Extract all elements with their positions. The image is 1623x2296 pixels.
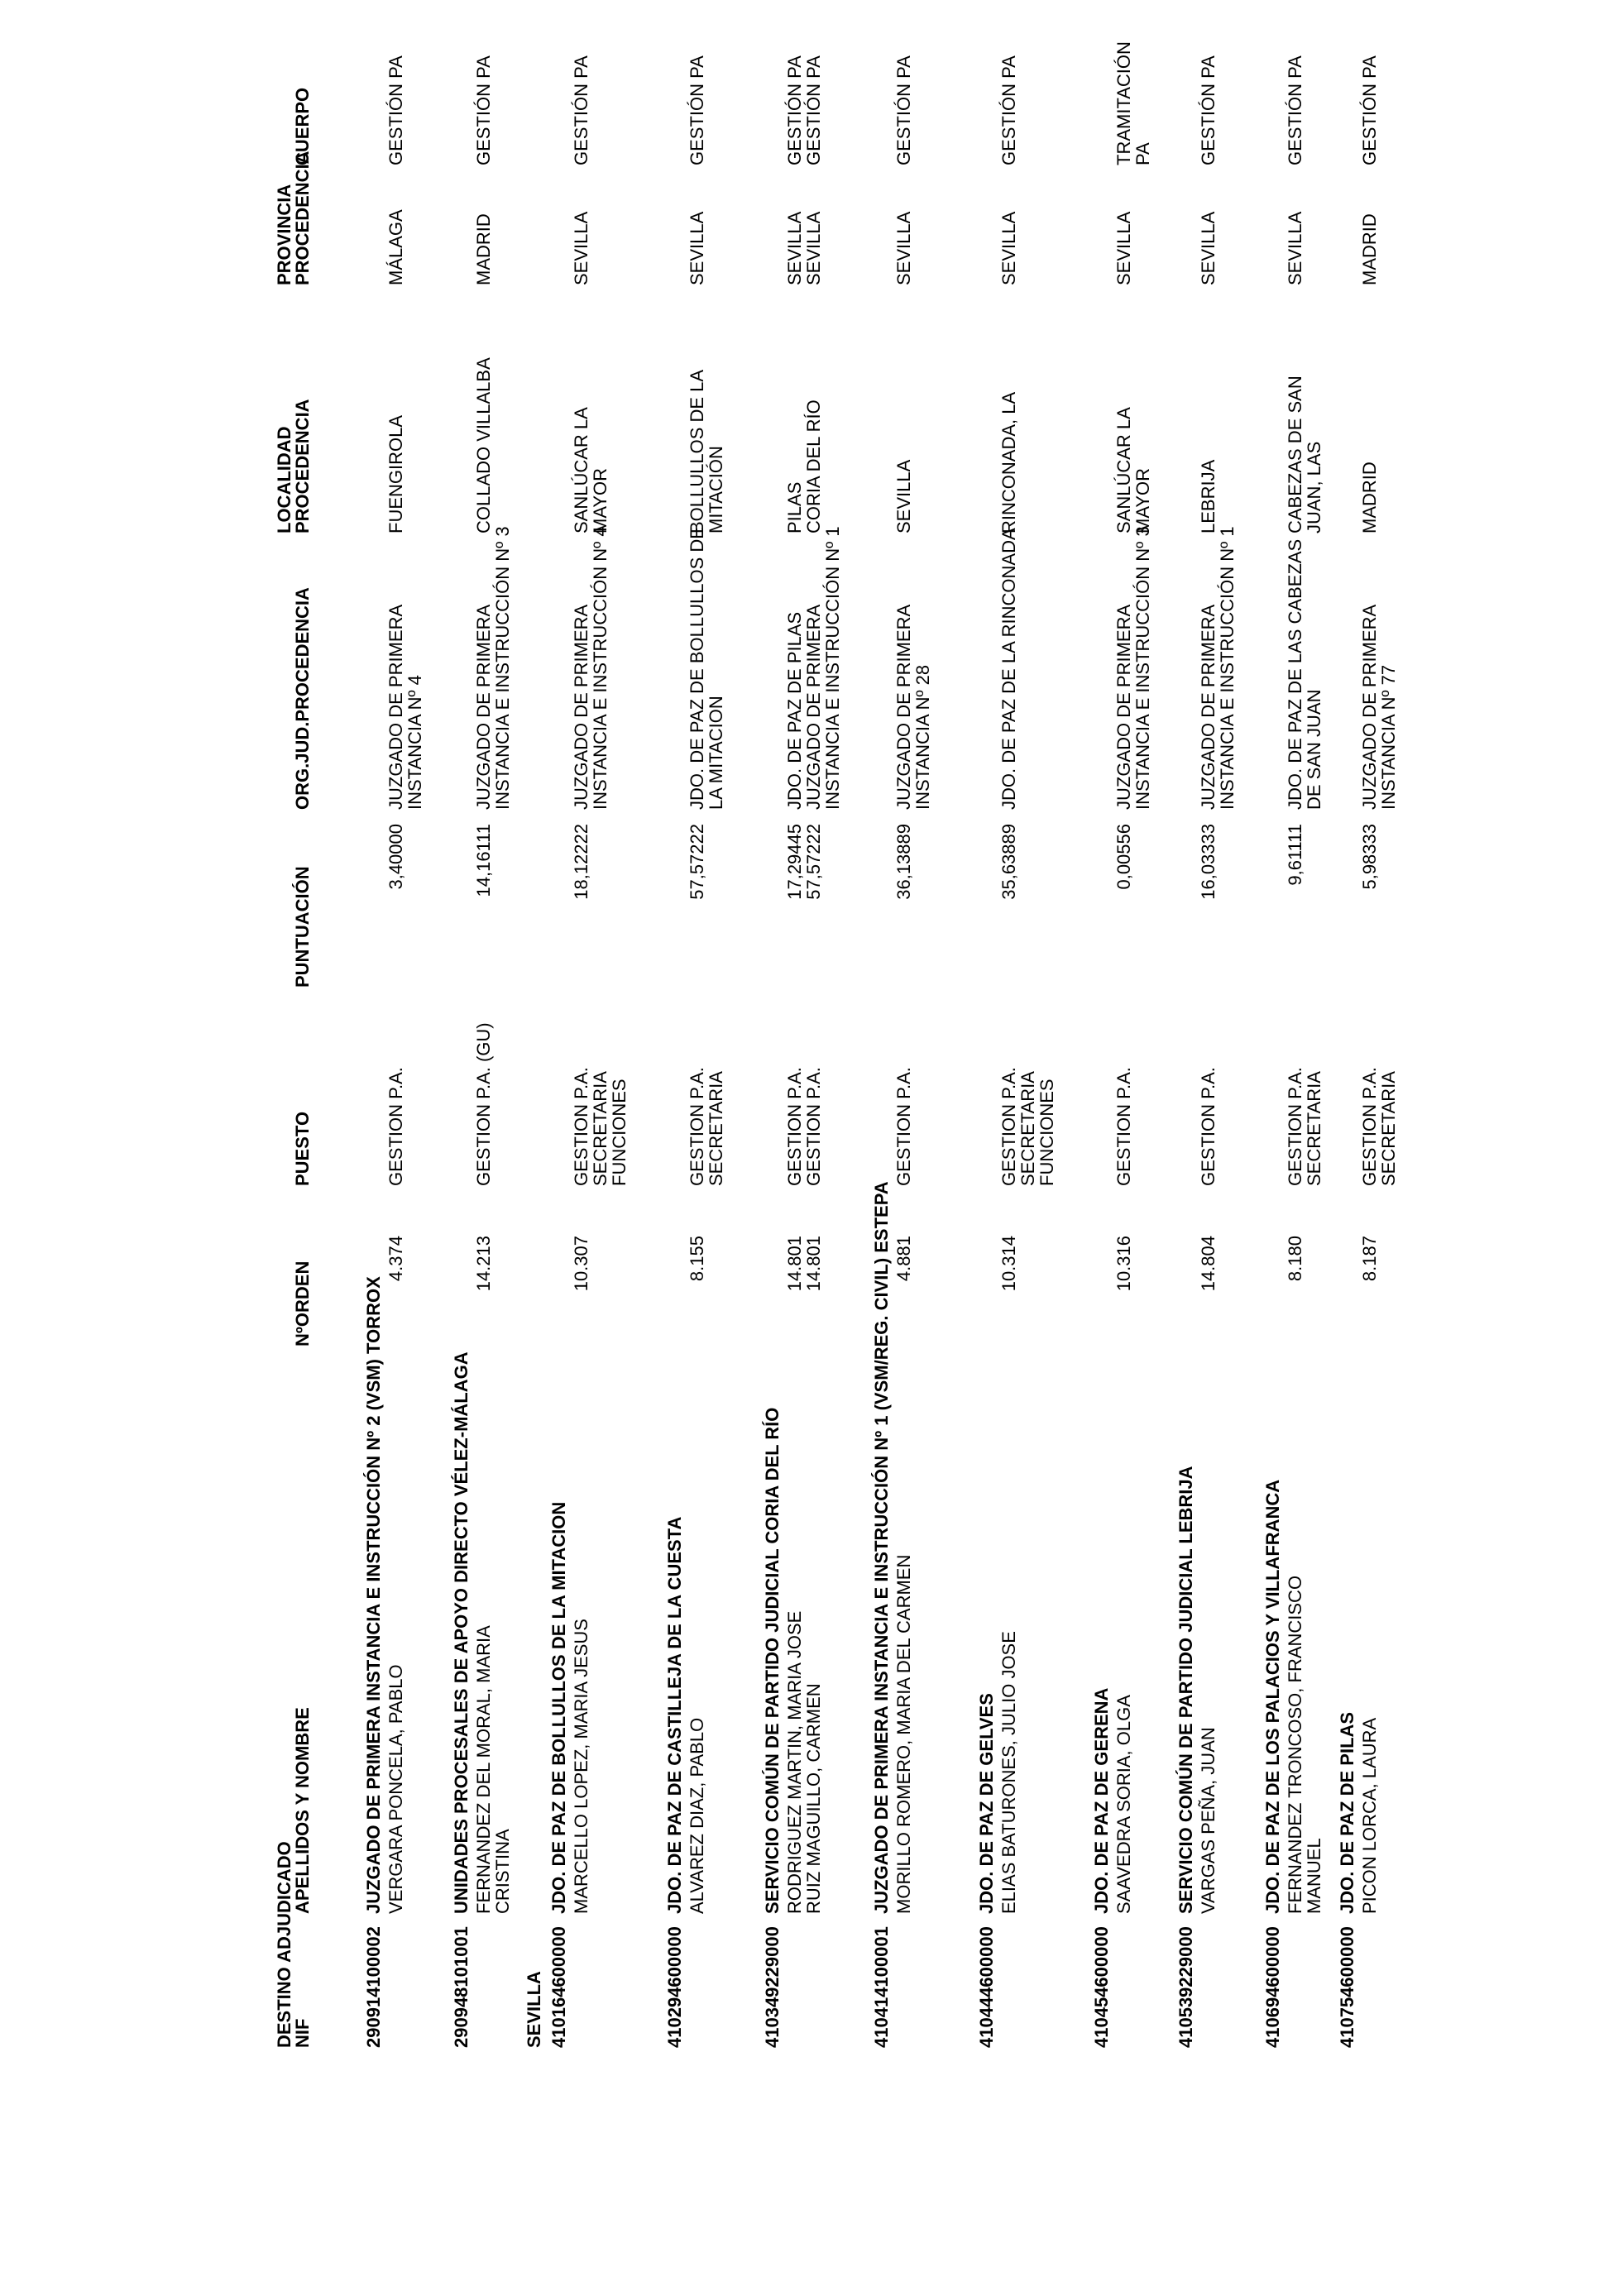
group-nif: 290948101001 [451, 1926, 472, 2048]
origin-province: MADRID [1359, 213, 1380, 285]
origin-locality: SANLÚCAR LA [571, 407, 591, 533]
body-corps: GESTIÓN PA [571, 55, 591, 165]
person-name: PICON LORCA, LAURA [1359, 1717, 1380, 1914]
post: GESTION P.A. [803, 1067, 824, 1186]
group-title: JDO. DE PAZ DE CASTILLEJA DE LA CUESTA [664, 1516, 685, 1914]
score: 17,29445 [784, 824, 805, 900]
origin-province: SEVILLA [784, 211, 805, 285]
post-line-2: SECRETARIA [590, 1071, 610, 1186]
person-name: MORILLO ROMERO, MARIA DEL CARMEN [893, 1554, 914, 1914]
group-nif: 410694600000 [1262, 1926, 1283, 2048]
origin-court: JUZGADO DE PRIMERA [1198, 604, 1218, 810]
person-name: ELIAS BATURONES, JULIO JOSE [998, 1631, 1019, 1914]
score: 57,57222 [803, 824, 824, 900]
body-corps: GESTIÓN PA [998, 55, 1019, 165]
origin-court-line-2: INSTANCIA E INSTRUCCIÓN Nº 3 [1132, 526, 1153, 810]
order-number: 8.180 [1285, 1236, 1305, 1282]
person-name: FERNANDEZ TRONCOSO, FRANCISCO [1285, 1575, 1305, 1914]
person-name-continued: MANUEL [1304, 1838, 1324, 1914]
group-nif: 410349229000 [762, 1926, 783, 2048]
body-corps: GESTIÓN PA [687, 55, 707, 165]
post: GESTION P.A. [1113, 1067, 1134, 1186]
group-nif: 410164600000 [548, 1926, 569, 2048]
score: 14,16111 [473, 824, 494, 897]
body-corps: GESTIÓN PA [784, 55, 805, 165]
post: GESTION P.A. [1359, 1067, 1380, 1186]
origin-court: JUZGADO DE PRIMERA [803, 604, 824, 810]
person-name: VARGAS PEÑA, JUAN [1198, 1727, 1218, 1914]
order-number: 14.801 [803, 1236, 824, 1292]
origin-locality: BOLLULLOS DE LA [687, 369, 707, 533]
post-line-3: FUNCIONES [609, 1079, 630, 1186]
post: GESTION P.A. [571, 1067, 591, 1186]
group-nif: 410444600000 [976, 1926, 997, 2048]
origin-locality: RINCONADA, LA [998, 391, 1019, 533]
body-corps: GESTIÓN PA [1359, 55, 1380, 165]
origin-court: JUZGADO DE PRIMERA [893, 604, 914, 810]
person-name: RODRIGUEZ MARTIN, MARIA JOSE [784, 1610, 805, 1914]
origin-locality: PILAS [784, 481, 805, 533]
header-apellidos: APELLIDOS Y NOMBRE [292, 1707, 313, 1914]
post-line-2: SECRETARIA [1017, 1071, 1038, 1186]
origin-locality-line-2: JUAN, LAS [1304, 441, 1324, 533]
post-line-2: SECRETARIA [1378, 1071, 1399, 1186]
origin-court-line-2: INSTANCIA E INSTRUCCIÓN Nº 1 [822, 526, 843, 810]
post-line-2: SECRETARIA [1304, 1071, 1324, 1186]
group-nif: 410454600000 [1091, 1926, 1112, 2048]
group-nif: 410414100001 [871, 1926, 892, 2048]
origin-court: JDO. DE PAZ DE PILAS [784, 611, 805, 810]
origin-province: SEVILLA [893, 211, 914, 285]
post-line-3: FUNCIONES [1037, 1079, 1057, 1186]
origin-court-line-2: INSTANCIA E INSTRUCCIÓN Nº 4 [590, 526, 610, 810]
order-number: 14.213 [473, 1236, 494, 1292]
origin-province: MÁLAGA [385, 209, 406, 285]
person-name: VERGARA PONCELA, PABLO [385, 1664, 406, 1914]
body-corps: GESTIÓN PA [1285, 55, 1305, 165]
origin-locality-line-2: MITACIÓN [706, 446, 726, 533]
group-title: UNIDADES PROCESALES DE APOYO DIRECTO VÉLEZ-MÁLAGA [451, 1351, 472, 1914]
post: GESTION P.A. [784, 1067, 805, 1186]
header-nif: NIF [292, 2018, 313, 2048]
origin-province: SEVILLA [803, 211, 824, 285]
score: 9,61111 [1285, 824, 1305, 886]
header-localidad-2: PROCEDENCIA [292, 399, 313, 533]
score: 16,03333 [1198, 824, 1218, 900]
post: GESTION P.A. (GU) [473, 1022, 494, 1186]
origin-locality-line-2: MAYOR [1132, 467, 1153, 533]
score: 5,98333 [1359, 824, 1380, 890]
header-destino: DESTINO ADJUDICADO [274, 1841, 294, 2048]
group-title: JDO. DE PAZ DE GERENA [1091, 1687, 1112, 1914]
origin-locality: SEVILLA [893, 459, 914, 533]
body-corps: GESTIÓN PA [1198, 55, 1218, 165]
body-corps: GESTIÓN PA [385, 55, 406, 165]
origin-locality: LEBRIJA [1198, 459, 1218, 533]
score: 57,57222 [687, 824, 707, 900]
origin-court: JUZGADO DE PRIMERA [1359, 604, 1380, 810]
origin-court-line-2: INSTANCIA Nº 4 [405, 675, 425, 810]
header-puntuacion: PUNTUACIÓN [292, 866, 313, 988]
origin-court-line-2: DE SAN JUAN [1304, 689, 1324, 810]
order-number: 10.316 [1113, 1236, 1134, 1292]
order-number: 8.187 [1359, 1236, 1380, 1282]
group-title: JDO. DE PAZ DE BOLLULLOS DE LA MITACION [548, 1501, 569, 1914]
person-name: MARCELLO LOPEZ, MARIA JESUS [571, 1619, 591, 1914]
order-number: 14.804 [1198, 1236, 1218, 1292]
group-title: SERVICIO COMÚN DE PARTIDO JUDICIAL LEBRIJA [1175, 1466, 1196, 1914]
body-corps-line-2: PA [1132, 142, 1153, 165]
header-puesto: PUESTO [292, 1111, 313, 1186]
header-norden: NºORDEN [292, 1260, 313, 1347]
origin-court-line-2: INSTANCIA E INSTRUCCIÓN Nº 3 [492, 526, 513, 810]
group-title: SERVICIO COMÚN DE PARTIDO JUDICIAL CORIA DEL RÍO [762, 1407, 783, 1914]
origin-court-line-2: LA MITACION [706, 696, 726, 810]
origin-province: SEVILLA [571, 211, 591, 285]
person-name: FERNANDEZ DEL MORAL, MARIA [473, 1625, 494, 1914]
origin-court: JUZGADO DE PRIMERA [571, 604, 591, 810]
group-title: JUZGADO DE PRIMERA INSTANCIA E INSTRUCCIÓN Nº 1 (VSM/REG. CIVIL) ESTEPA [871, 1181, 892, 1914]
origin-locality: FUENGIROLA [385, 414, 406, 533]
post: GESTION P.A. [893, 1067, 914, 1186]
group-title: JUZGADO DE PRIMERA INSTANCIA E INSTRUCCIÓN Nº 2 (VSM) TORROX [363, 1276, 384, 1914]
origin-court: JUZGADO DE PRIMERA [473, 604, 494, 810]
header-provincia-2: PROCEDENCIA [292, 151, 313, 285]
body-corps: GESTIÓN PA [893, 55, 914, 165]
origin-court-line-2: INSTANCIA Nº 28 [912, 664, 933, 810]
origin-court: JDO. DE PAZ DE LAS CABEZAS [1285, 538, 1305, 810]
origin-locality: CORIA DEL RÍO [803, 399, 824, 533]
order-number: 10.307 [571, 1236, 591, 1292]
group-title: JDO. DE PAZ DE GELVES [976, 1693, 997, 1914]
post: GESTION P.A. [1198, 1067, 1218, 1186]
origin-province: SEVILLA [687, 211, 707, 285]
origin-court: JUZGADO DE PRIMERA [1113, 604, 1134, 810]
order-number: 10.314 [998, 1236, 1019, 1292]
origin-province: SEVILLA [1113, 211, 1134, 285]
person-name: SAAVEDRA SORIA, OLGA [1113, 1695, 1134, 1914]
score: 3,40000 [385, 824, 406, 890]
origin-court: JDO. DE PAZ DE BOLLULLOS DE [687, 527, 707, 810]
origin-locality-line-2: MAYOR [590, 467, 610, 533]
origin-province: MADRID [473, 213, 494, 285]
order-number: 8.155 [687, 1236, 707, 1282]
header-cuerpo: CUERPO [292, 87, 313, 165]
post-line-2: SECRETARIA [706, 1071, 726, 1186]
score: 36,13889 [893, 824, 914, 900]
group-nif: 290914100002 [363, 1926, 384, 2048]
origin-locality: CABEZAS DE SAN [1285, 375, 1305, 533]
origin-province: SEVILLA [1285, 211, 1305, 285]
post: GESTION P.A. [998, 1067, 1019, 1186]
body-corps: GESTIÓN PA [803, 55, 824, 165]
origin-province: SEVILLA [1198, 211, 1218, 285]
person-name: ALVAREZ DIAZ, PABLO [687, 1717, 707, 1914]
origin-locality: SANLÚCAR LA [1113, 407, 1134, 533]
order-number: 4.881 [893, 1236, 914, 1282]
post: GESTION P.A. [687, 1067, 707, 1186]
origin-court-line-2: INSTANCIA E INSTRUCCIÓN Nº 1 [1217, 526, 1238, 810]
order-number: 14.801 [784, 1236, 805, 1292]
post: GESTION P.A. [1285, 1067, 1305, 1186]
group-nif: 410754600000 [1337, 1926, 1357, 2048]
origin-locality: MADRID [1359, 462, 1380, 533]
origin-court: JUZGADO DE PRIMERA [385, 604, 406, 810]
body-corps: TRAMITACIÓN [1113, 41, 1134, 165]
group-title: JDO. DE PAZ DE PILAS [1337, 1711, 1357, 1914]
header-localidad-1: LOCALIDAD [274, 426, 294, 533]
origin-court: JDO. DE PAZ DE LA RINCONADA [998, 528, 1019, 810]
header-org: ORG.JUD.PROCEDENCIA [292, 587, 313, 810]
order-number: 4.374 [385, 1236, 406, 1282]
group-nif: 410294600000 [664, 1926, 685, 2048]
origin-locality: COLLADO VILLALBA [473, 357, 494, 533]
group-nif: 410539229000 [1175, 1926, 1196, 2048]
person-name: RUIZ MAGUILLO, CARMEN [803, 1683, 824, 1914]
origin-province: SEVILLA [998, 211, 1019, 285]
person-name-continued: CRISTINA [492, 1829, 513, 1914]
score: 0,00556 [1113, 824, 1134, 890]
post: GESTION P.A. [385, 1067, 406, 1186]
header-provincia-1: PROVINCIA [274, 184, 294, 285]
group-title: JDO. DE PAZ DE LOS PALACIOS Y VILLAFRANCA [1262, 1479, 1283, 1914]
province-heading: SEVILLA [524, 1971, 544, 2048]
origin-court-line-2: INSTANCIA Nº 77 [1378, 664, 1399, 810]
score: 18,12222 [571, 824, 591, 900]
body-corps: GESTIÓN PA [473, 55, 494, 165]
score: 35,63889 [998, 824, 1019, 900]
